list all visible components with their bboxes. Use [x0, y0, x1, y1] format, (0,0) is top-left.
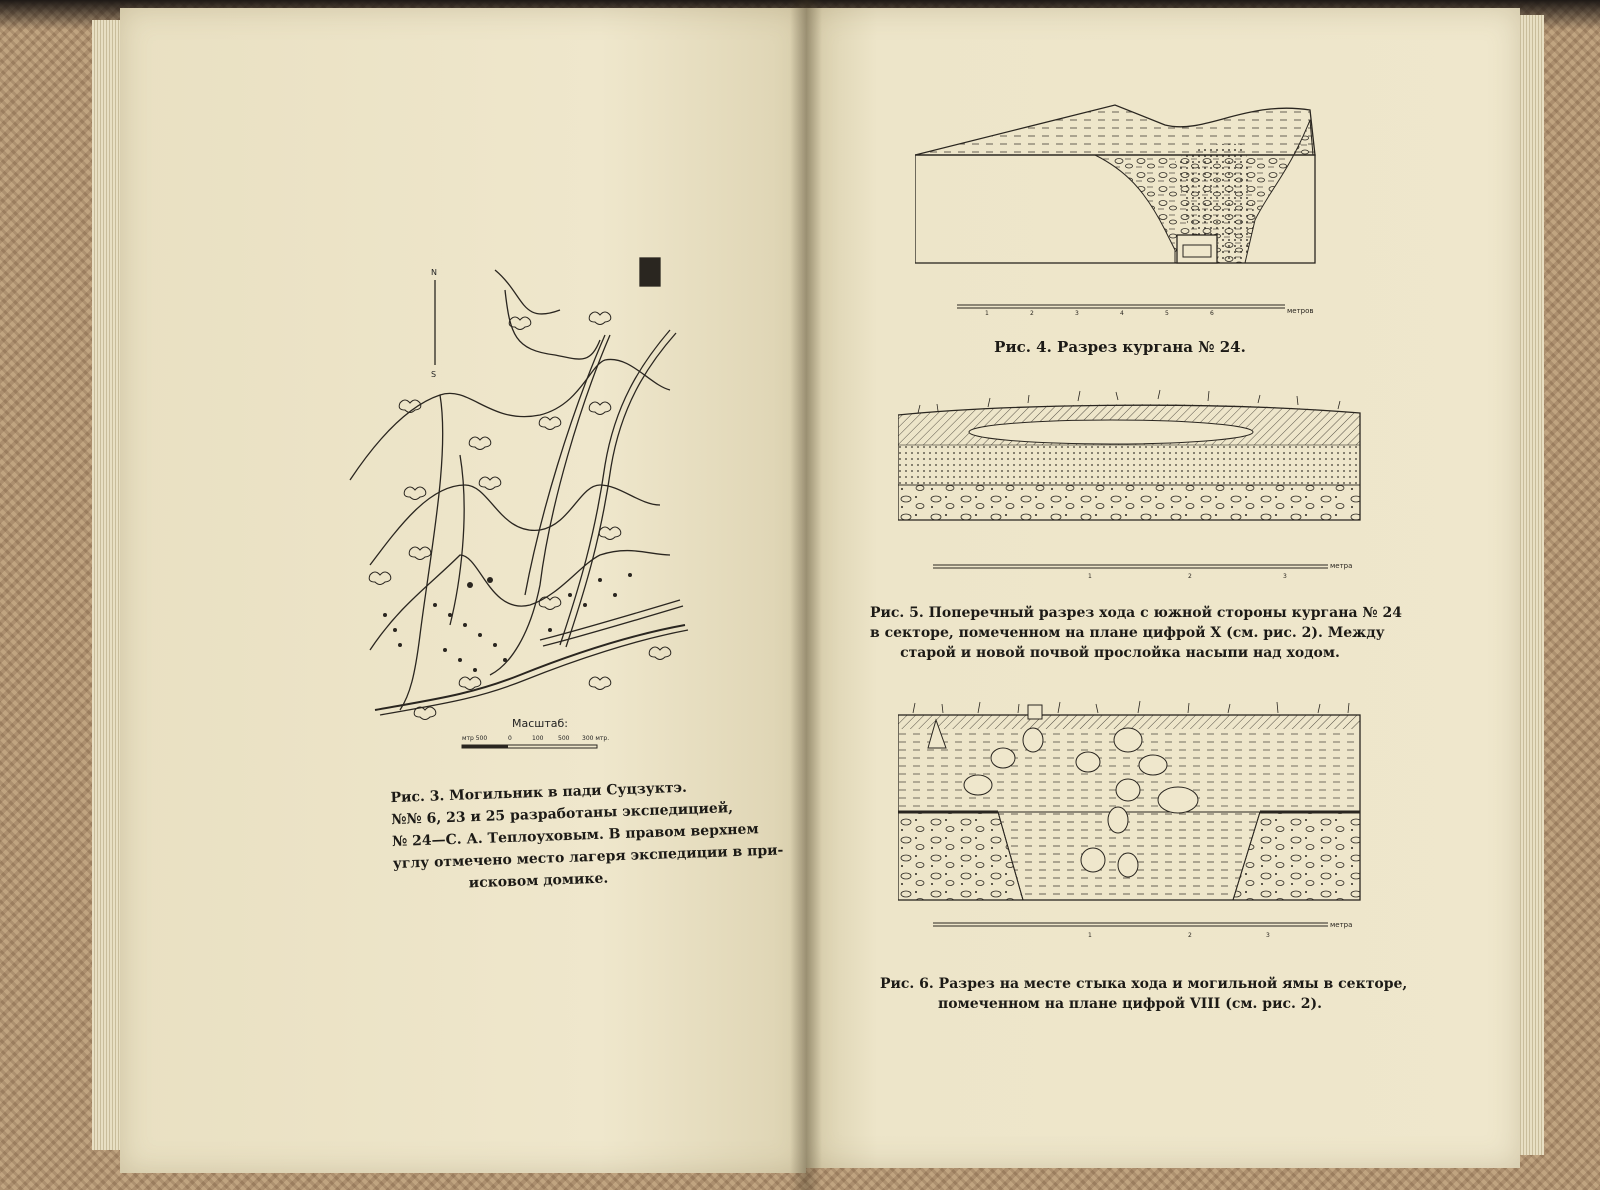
caption-line: старой и новой почвой прослойка насыпи над ходом.: [900, 645, 1340, 661]
scale-title: Масштаб:: [512, 717, 568, 730]
scale-tick: 1: [1088, 932, 1092, 939]
scale-tick: 2: [1188, 932, 1192, 939]
caption-line: № 24—С. А. Теплоуховым. В правом верхнем: [391, 821, 759, 851]
caption-line: углу отмечено место лагеря экспедиции в при-: [392, 842, 784, 873]
grass: [913, 701, 1349, 713]
contour-line: [350, 359, 670, 480]
river: [380, 630, 688, 715]
scale-tick: 100: [532, 735, 544, 742]
page-edges-left: [92, 20, 122, 1150]
camp-marker: [640, 258, 660, 286]
scale-unit: метра: [1330, 921, 1353, 929]
scale-tick: 2: [1188, 573, 1192, 580]
fig6-caption: [880, 974, 1408, 1014]
caption-line: в секторе, помеченном на плане цифрой X (см. рис. 2). Между: [870, 625, 1385, 641]
caption-line: помеченном на плане цифрой VIII (см. рис. 2).: [938, 996, 1322, 1012]
fig4-section: [915, 100, 1345, 330]
scale-bar: [462, 745, 597, 748]
scale-tick: 3: [1283, 573, 1287, 580]
scale-tick: 3: [1266, 932, 1270, 939]
scale-tick: 6: [1210, 310, 1214, 317]
fig3-map: [340, 255, 700, 775]
road: [540, 600, 680, 640]
caption-line: №№ 6, 23 и 25 разработаны экспедицией,: [391, 800, 734, 829]
fig4-caption: Рис. 4. Разрез кургана № 24.: [994, 338, 1246, 356]
north-label: N: [431, 268, 437, 277]
fig4-scale-bar: [957, 305, 1285, 308]
scale-tick: 300 мтр.: [582, 735, 610, 742]
scale-tick: 0: [508, 735, 512, 742]
caption-line: Рис. 5. Поперечный разрез хода с южной стороны кургана № 24: [870, 605, 1402, 621]
caption-line: исковом домике.: [468, 870, 609, 892]
contour-line: [370, 485, 660, 565]
scale-unit: метров: [1287, 307, 1314, 315]
south-label: S: [431, 370, 437, 379]
fig6-scale-bar: [933, 923, 1328, 926]
scale-tick: 1: [1088, 573, 1092, 580]
scale-tick: 4: [1120, 310, 1124, 317]
river: [375, 625, 685, 710]
fig5-section: [898, 385, 1398, 580]
contour-line: [370, 551, 670, 650]
fig6-section: [898, 690, 1398, 955]
scale-tick: 500: [558, 735, 570, 742]
scale-tick: 5: [1165, 310, 1169, 317]
scale-tick: 1: [985, 310, 989, 317]
caption-line: Рис. 6. Разрез на месте стыка хода и могильной ямы в секторе,: [880, 976, 1408, 992]
scale-tick: 3: [1075, 310, 1079, 317]
fig3-caption: [390, 777, 784, 897]
scale-unit: метра: [1330, 562, 1353, 570]
burial-dots: [383, 573, 632, 672]
fig5-caption: [870, 603, 1402, 663]
scale-tick: мтр 500: [462, 735, 488, 742]
caption-line: Рис. 3. Могильник в пади Суцзуктэ.: [390, 779, 688, 807]
bush-symbols: [369, 312, 671, 720]
book-gutter: [790, 0, 822, 1190]
page-edges-right: [1518, 15, 1544, 1155]
contour-line: [505, 290, 600, 359]
stream-line: [490, 335, 610, 675]
scale-tick: 2: [1030, 310, 1034, 317]
stream-line: [400, 395, 443, 710]
stream-line: [450, 455, 464, 625]
road: [543, 606, 683, 646]
fig5-scale-bar: [933, 565, 1328, 568]
